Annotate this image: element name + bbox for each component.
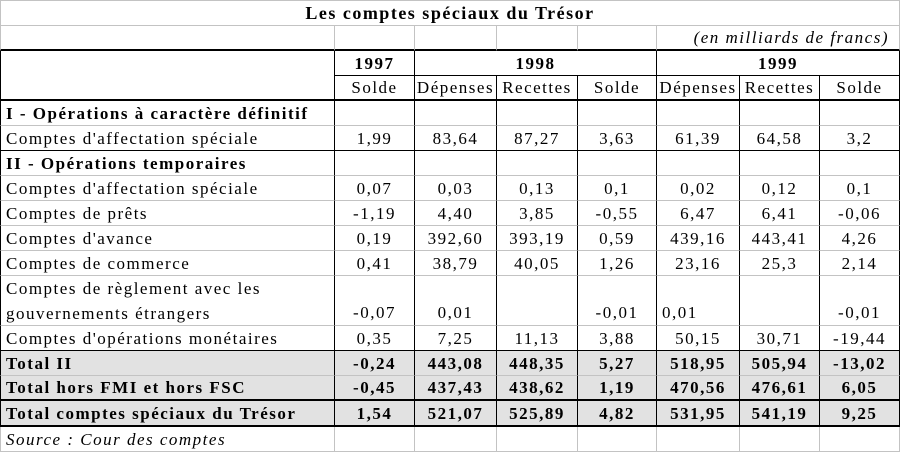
cell-depenses-1998: 83,64	[415, 126, 497, 151]
col-header-solde-1998: Solde	[578, 76, 657, 101]
cell-depenses-1999: 439,16	[657, 226, 740, 251]
cell-recettes-1998	[497, 276, 578, 326]
cell-solde-1998: 1,26	[578, 251, 657, 276]
empty-cell	[820, 427, 900, 452]
cell-solde-1998: 0,1	[578, 176, 657, 201]
cell-depenses-1999: 0,01	[657, 276, 740, 326]
cell-recettes-1998: 448,35	[497, 351, 578, 376]
cell-depenses-1999: 470,56	[657, 376, 740, 401]
empty-cell	[415, 101, 497, 126]
cell-depenses-1999: 518,95	[657, 351, 740, 376]
cell-recettes-1998: 438,62	[497, 376, 578, 401]
cell-recettes-1999: 25,3	[740, 251, 820, 276]
row-label: Comptes de prêts	[0, 201, 335, 226]
empty-cell	[0, 51, 335, 101]
row-label: Comptes d'affectation spéciale	[0, 176, 335, 201]
col-header-solde-1997: Solde	[335, 76, 415, 101]
cell-solde-1998: 0,59	[578, 226, 657, 251]
cell-solde-1997: 0,19	[335, 226, 415, 251]
cell-solde-1998: 3,63	[578, 126, 657, 151]
cell-depenses-1998: 392,60	[415, 226, 497, 251]
cell-depenses-1999: 0,02	[657, 176, 740, 201]
empty-cell	[740, 101, 820, 126]
cell-depenses-1999: 50,15	[657, 326, 740, 351]
row-label: Comptes de commerce	[0, 251, 335, 276]
cell-depenses-1998: 0,03	[415, 176, 497, 201]
empty-cell	[657, 427, 740, 452]
year-header-1999: 1999	[657, 51, 900, 76]
empty-cell	[415, 427, 497, 452]
empty-cell	[415, 151, 497, 176]
year-header-1998: 1998	[415, 51, 657, 76]
cell-recettes-1998: 87,27	[497, 126, 578, 151]
cell-depenses-1999: 23,16	[657, 251, 740, 276]
col-header-recettes-1999: Recettes	[740, 76, 820, 101]
cell-recettes-1999: 0,12	[740, 176, 820, 201]
cell-solde-1997: 0,35	[335, 326, 415, 351]
row-label: Comptes d'affectation spéciale	[0, 126, 335, 151]
cell-depenses-1998: 437,43	[415, 376, 497, 401]
cell-solde-1997: 1,99	[335, 126, 415, 151]
empty-cell	[740, 151, 820, 176]
cell-recettes-1999: 6,41	[740, 201, 820, 226]
total-label: Total II	[0, 351, 335, 376]
empty-cell	[578, 427, 657, 452]
empty-cell	[497, 26, 578, 51]
cell-depenses-1999: 6,47	[657, 201, 740, 226]
empty-cell	[335, 151, 415, 176]
cell-solde-1997: 1,54	[335, 401, 415, 427]
cell-solde-1998: 5,27	[578, 351, 657, 376]
cell-solde-1997: -0,24	[335, 351, 415, 376]
row-label: Comptes d'avance	[0, 226, 335, 251]
cell-depenses-1998: 443,08	[415, 351, 497, 376]
empty-cell	[335, 101, 415, 126]
cell-solde-1997: -0,07	[335, 276, 415, 326]
cell-recettes-1998: 393,19	[497, 226, 578, 251]
cell-solde-1999: 6,05	[820, 376, 900, 401]
empty-cell	[415, 26, 497, 51]
empty-cell	[657, 101, 740, 126]
cell-solde-1998: 1,19	[578, 376, 657, 401]
cell-solde-1997: 0,07	[335, 176, 415, 201]
cell-solde-1999: 0,1	[820, 176, 900, 201]
col-header-recettes-1998: Recettes	[497, 76, 578, 101]
section-header-definitif: I - Opérations à caractère définitif	[0, 101, 335, 126]
empty-cell	[497, 151, 578, 176]
section-header-temporaires: II - Opérations temporaires	[0, 151, 335, 176]
cell-recettes-1999: 505,94	[740, 351, 820, 376]
cell-recettes-1998: 0,13	[497, 176, 578, 201]
cell-solde-1999: -13,02	[820, 351, 900, 376]
cell-solde-1999: 9,25	[820, 401, 900, 427]
cell-recettes-1999: 541,19	[740, 401, 820, 427]
empty-cell	[0, 26, 335, 51]
col-header-depenses-1998: Dépenses	[415, 76, 497, 101]
unit-note: (en milliards de francs)	[657, 26, 900, 51]
cell-solde-1999: 2,14	[820, 251, 900, 276]
cell-recettes-1999: 443,41	[740, 226, 820, 251]
cell-recettes-1998: 40,05	[497, 251, 578, 276]
total-label: Total comptes spéciaux du Trésor	[0, 401, 335, 427]
cell-solde-1999: -0,06	[820, 201, 900, 226]
cell-recettes-1998: 3,85	[497, 201, 578, 226]
row-label: Comptes de règlement avec les gouvernements étrangers	[0, 276, 335, 326]
cell-solde-1999: 4,26	[820, 226, 900, 251]
total-label: Total hors FMI et hors FSC	[0, 376, 335, 401]
empty-cell	[335, 26, 415, 51]
cell-recettes-1999: 30,71	[740, 326, 820, 351]
cell-depenses-1998: 4,40	[415, 201, 497, 226]
year-header-1997: 1997	[335, 51, 415, 76]
cell-depenses-1998: 38,79	[415, 251, 497, 276]
empty-cell	[820, 151, 900, 176]
cell-recettes-1998: 11,13	[497, 326, 578, 351]
cell-solde-1997: -0,45	[335, 376, 415, 401]
cell-solde-1999: -0,01	[820, 276, 900, 326]
col-header-solde-1999: Solde	[820, 76, 900, 101]
cell-solde-1998: -0,01	[578, 276, 657, 326]
empty-cell	[497, 101, 578, 126]
cell-solde-1999: 3,2	[820, 126, 900, 151]
cell-recettes-1999: 476,61	[740, 376, 820, 401]
empty-cell	[820, 101, 900, 126]
cell-depenses-1999: 61,39	[657, 126, 740, 151]
cell-solde-1997: 0,41	[335, 251, 415, 276]
cell-recettes-1999: 64,58	[740, 126, 820, 151]
cell-depenses-1999: 531,95	[657, 401, 740, 427]
empty-cell	[497, 427, 578, 452]
cell-depenses-1998: 7,25	[415, 326, 497, 351]
cell-solde-1999: -19,44	[820, 326, 900, 351]
cell-solde-1998: -0,55	[578, 201, 657, 226]
empty-cell	[578, 101, 657, 126]
cell-recettes-1998: 525,89	[497, 401, 578, 427]
cell-depenses-1998: 0,01	[415, 276, 497, 326]
empty-cell	[657, 151, 740, 176]
empty-cell	[578, 26, 657, 51]
cell-depenses-1998: 521,07	[415, 401, 497, 427]
cell-solde-1998: 4,82	[578, 401, 657, 427]
source-note: Source : Cour des comptes	[0, 427, 335, 452]
empty-cell	[335, 427, 415, 452]
cell-solde-1997: -1,19	[335, 201, 415, 226]
col-header-depenses-1999: Dépenses	[657, 76, 740, 101]
table-title: Les comptes spéciaux du Trésor	[0, 0, 900, 26]
cell-solde-1998: 3,88	[578, 326, 657, 351]
empty-cell	[740, 427, 820, 452]
cell-recettes-1999	[740, 276, 820, 326]
row-label: Comptes d'opérations monétaires	[0, 326, 335, 351]
empty-cell	[578, 151, 657, 176]
